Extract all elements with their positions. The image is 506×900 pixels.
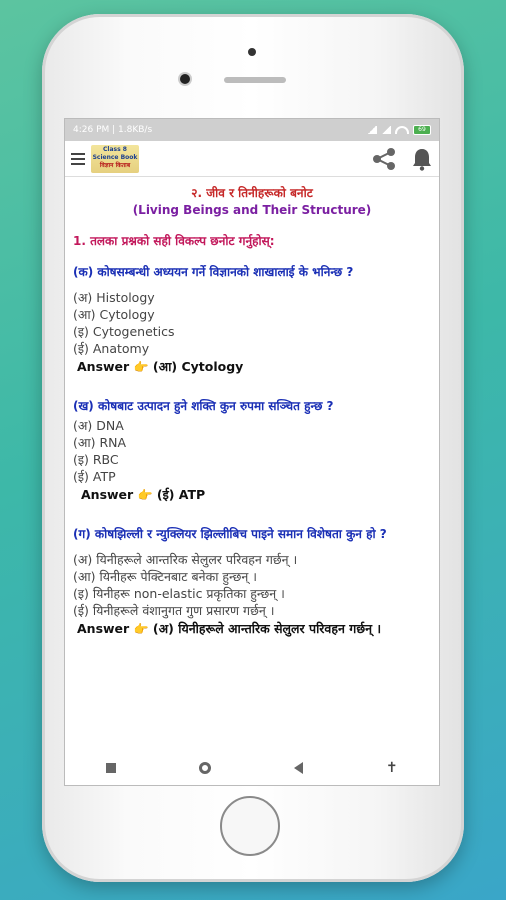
section-heading: 1. तलका प्रश्नको सही विकल्प छनोट गर्नुहोस्: [73,234,275,248]
option-item: (आ) यिनीहरू पेक्टिनबाट बनेका हुन्छन् । [73,569,258,584]
question-text: (क) कोषसम्बन्धी अध्ययन गर्ने विज्ञानको शाखालाई के भनिन्छ ? [73,265,354,279]
answer-line [81,486,431,504]
pointing-hand-icon: 👉 [133,360,149,374]
answer-text: (ई) ATP [156,487,206,502]
option-item: (इ) RBC [73,452,119,467]
answer-label: Answer [77,359,130,374]
android-nav-bar [65,751,439,785]
recent-apps-icon[interactable] [106,763,116,773]
bell-icon[interactable] [411,147,433,171]
option-item: (ई) यिनीहरूले वंशानुगत गुण प्रसारण गर्छन् । [73,603,275,618]
logo-line2: Science Book [92,153,138,161]
wifi-icon [395,126,409,134]
question-block-1 [73,264,431,376]
option-item: (इ) Cytogenetics [73,324,175,339]
question-block-3 [73,526,431,638]
question-text: (ग) कोषझिल्ली र न्युक्लियर झिल्लीबिच पाइने समान विशेषता कुन हो ? [73,527,387,541]
option-item: (अ) Histology [73,290,155,305]
question-block-2 [73,398,431,504]
status-time-speed: 4:26 PM | 1.8KB/s [73,125,153,135]
back-nav-icon[interactable] [294,762,303,774]
option-item: (ई) ATP [73,469,116,484]
answer-line [77,358,431,376]
signal-icon-2 [381,126,391,134]
option-item: (आ) RNA [73,435,127,450]
share-icon[interactable] [371,147,397,171]
chapter-title-nepali: २. जीव र तिनीहरूको बनोट [191,186,313,200]
answer-text: (आ) Cytology [152,359,244,374]
pointing-hand-icon: 👉 [133,622,149,636]
answer-label: Answer [77,621,130,636]
answer-label: Answer [81,487,134,502]
logo-line1: Class 8 [103,145,127,153]
earpiece-speaker [224,77,286,83]
home-button[interactable] [220,796,280,856]
option-item: (अ) यिनीहरूले आन्तरिक सेलुलर परिवहन गर्छन् । [73,552,298,567]
chapter-title-english: (Living Beings and Their Structure) [132,203,372,217]
hamburger-menu-icon[interactable] [71,153,85,165]
signal-icon [367,126,377,134]
status-bar [65,119,439,141]
front-camera [248,48,256,56]
answer-line [77,620,431,638]
lesson-content [65,177,439,638]
option-item: (इ) यिनीहरू non-elastic प्रकृतिका हुन्छन् । [73,586,285,601]
answer-text: (अ) यिनीहरूले आन्तरिक सेलुलर परिवहन गर्छन् । [152,621,382,636]
logo-line3: विज्ञान किताब [99,161,131,169]
camera-lens [180,74,190,84]
accessibility-icon[interactable]: ✝ [385,760,398,776]
home-nav-icon[interactable] [199,762,211,774]
question-text: (ख) कोषबाट उत्पादन हुने शक्ति कुन रुपमा सञ्चित हुन्छ ? [73,399,334,413]
option-item: (ई) Anatomy [73,341,150,356]
battery-icon: 69 [413,125,431,135]
option-item: (आ) Cytology [73,307,155,322]
option-item: (अ) DNA [73,418,124,433]
app-screen [64,118,440,786]
app-bar [65,141,439,177]
app-logo [91,145,139,173]
pointing-hand-icon: 👉 [137,488,153,502]
